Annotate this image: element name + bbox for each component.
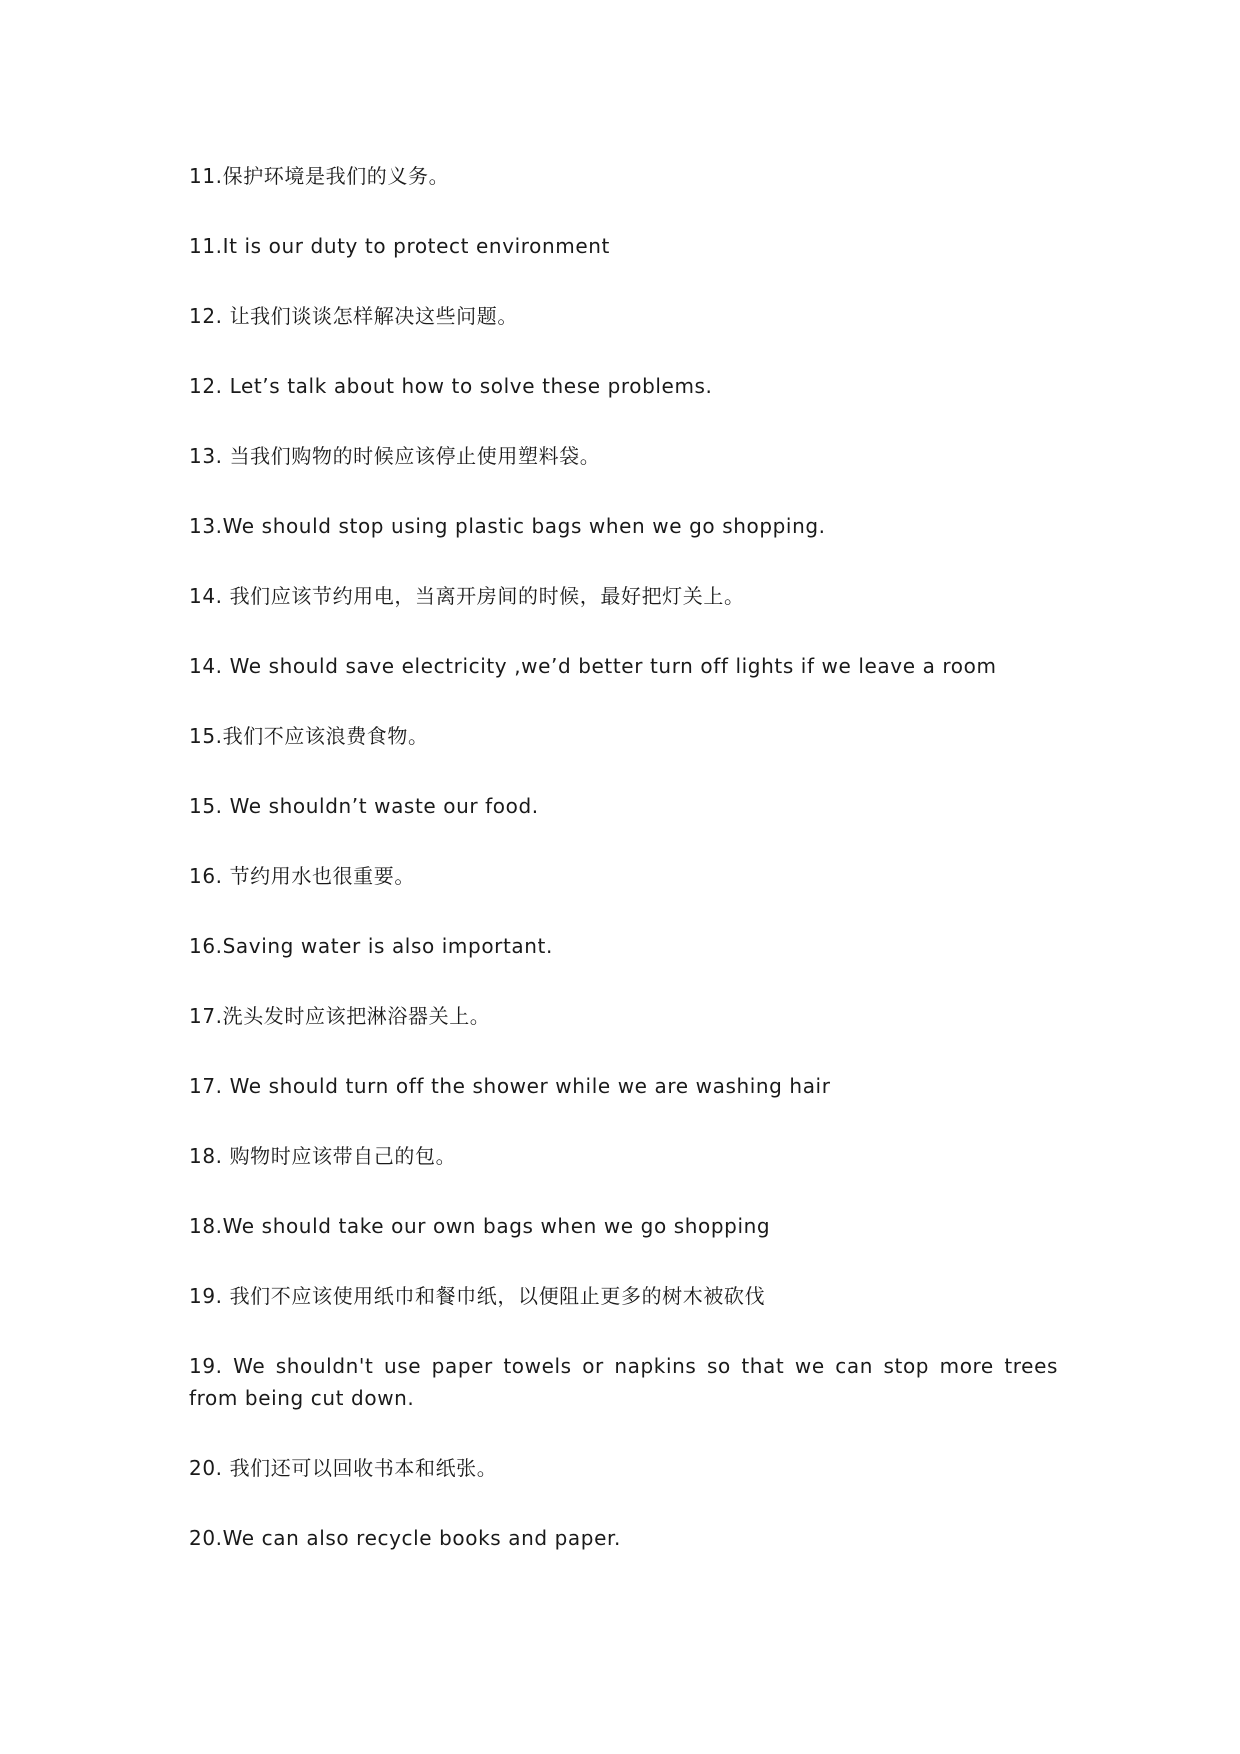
sentence-18-chinese: 18. 购物时应该带自己的包。 — [189, 1144, 457, 1168]
sentence-11-chinese: 11.保护环境是我们的义务。 — [189, 164, 450, 188]
sentence-19-english: 19. We shouldn't use paper towels or napkins so that we can stop more trees from being cut down. — [189, 1354, 1058, 1410]
sentence-12-chinese: 12. 让我们谈谈怎样解决这些问题。 — [189, 304, 518, 328]
sentence-16-chinese: 16. 节约用水也很重要。 — [189, 864, 415, 888]
sentence-16-english: 16.Saving water is also important. — [189, 934, 553, 958]
sentence-list — [189, 160, 1058, 1592]
sentence-11-english: 11.It is our duty to protect environment — [189, 234, 611, 258]
sentence-14-english: 14. We should save electricity ,we’d better turn off lights if we leave a room — [189, 654, 997, 678]
sentence-18-english: 18.We should take our own bags when we go shopping — [189, 1214, 771, 1238]
sentence-12-english: 12. Let’s talk about how to solve these problems. — [189, 374, 713, 398]
sentence-17-chinese: 17.洗头发时应该把淋浴器关上。 — [189, 1004, 491, 1028]
sentence-17-english: 17. We should turn off the shower while we are washing hair — [189, 1074, 831, 1098]
sentence-15-chinese: 15.我们不应该浪费食物。 — [189, 724, 429, 748]
sentence-13-english: 13.We should stop using plastic bags when we go shopping. — [189, 514, 826, 538]
sentence-20-chinese: 20. 我们还可以回收书本和纸张。 — [189, 1456, 498, 1480]
sentence-14-chinese: 14. 我们应该节约用电，当离开房间的时候，最好把灯关上。 — [189, 584, 745, 608]
sentence-13-chinese: 13. 当我们购物的时候应该停止使用塑料袋。 — [189, 444, 601, 468]
sentence-19-chinese: 19. 我们不应该使用纸巾和餐巾纸，以便阻止更多的树木被砍伐 — [189, 1284, 766, 1308]
sentence-20-english: 20.We can also recycle books and paper. — [189, 1526, 621, 1550]
sentence-15-english: 15. We shouldn’t waste our food. — [189, 794, 539, 818]
